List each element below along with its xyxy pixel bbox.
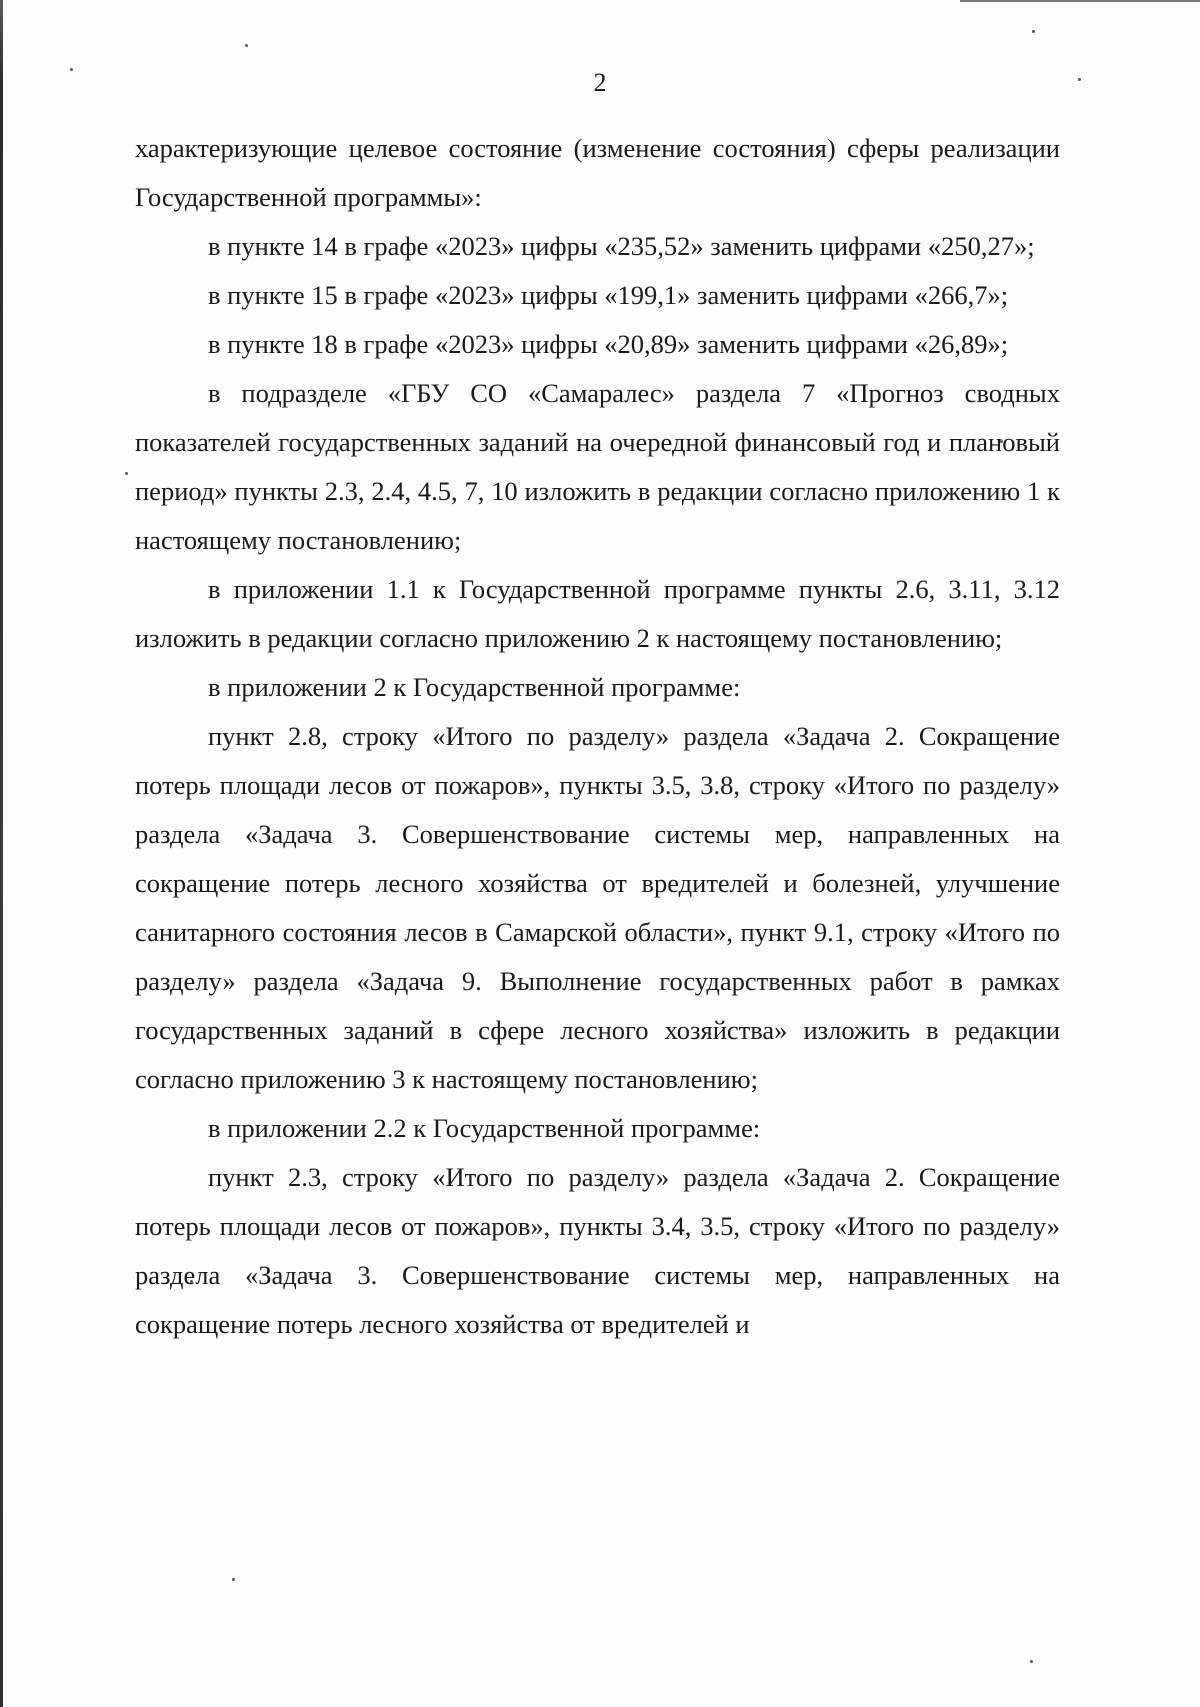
scan-speck (125, 472, 128, 475)
scan-speck (245, 44, 248, 47)
paragraph: в подразделе «ГБУ СО «Самаралес» раздела 7 «Прогноз сводных показателей государственных заданий на очередной финансовый год и плановый период» пункты 2.3, 2.4, 4.5, 7, 10 изложить в редакции согласно приложению 1 к настоящему постановлению; (135, 378, 1060, 555)
scan-speck (1032, 30, 1035, 33)
paragraph: характеризующие целевое состояние (изменение состояния) сферы реализации Государственной программы»: (135, 133, 1060, 212)
scan-speck (232, 1578, 235, 1581)
paragraph: в пункте 15 в графе «2023» цифры «199,1» заменить цифрами «266,7»; (208, 280, 1009, 310)
document-body (135, 124, 1060, 1349)
paragraph: в приложении 1.1 к Государственной программе пункты 2.6, 3.11, 3.12 изложить в редакции согласно приложению 2 к настоящему постановлению; (135, 574, 1060, 653)
scan-left-edge (0, 0, 3, 1707)
paragraph: в пункте 14 в графе «2023» цифры «235,52» заменить цифрами «250,27»; (208, 231, 1035, 261)
paragraph: пункт 2.8, строку «Итого по разделу» раздела «Задача 2. Сокращение потерь площади лесов от пожаров», пункты 3.5, 3.8, строку «Итого по разделу» раздела «Задача 3. Совершенствование системы мер, направленных на сокращение потерь лесного хозяйства от вредителей и болезней, улучшение санитарного состояния лесов в Самарской области», пункт 9.1, строку «Итого по разделу» раздела «Задача 9. Выполнение государственных работ в рамках государственных заданий в сфере лесного хозяйства» изложить в редакции согласно приложению 3 к настоящему постановлению; (135, 721, 1060, 1094)
page-number: 2 (593, 68, 607, 97)
scan-top-edge (960, 0, 1200, 2)
paragraph: в приложении 2 к Государственной программе: (208, 672, 741, 702)
paragraph: в приложении 2.2 к Государственной программе: (208, 1113, 761, 1143)
paragraph: в пункте 18 в графе «2023» цифры «20,89» заменить цифрами «26,89»; (208, 329, 1009, 359)
scan-speck (1030, 1660, 1033, 1663)
paragraph: пункт 2.3, строку «Итого по разделу» раздела «Задача 2. Сокращение потерь площади лесов от пожаров», пункты 3.4, 3.5, строку «Итого по разделу» раздела «Задача 3. Совершенствование системы мер, направленных на сокращение потерь лесного хозяйства от вредителей и (135, 1162, 1060, 1339)
